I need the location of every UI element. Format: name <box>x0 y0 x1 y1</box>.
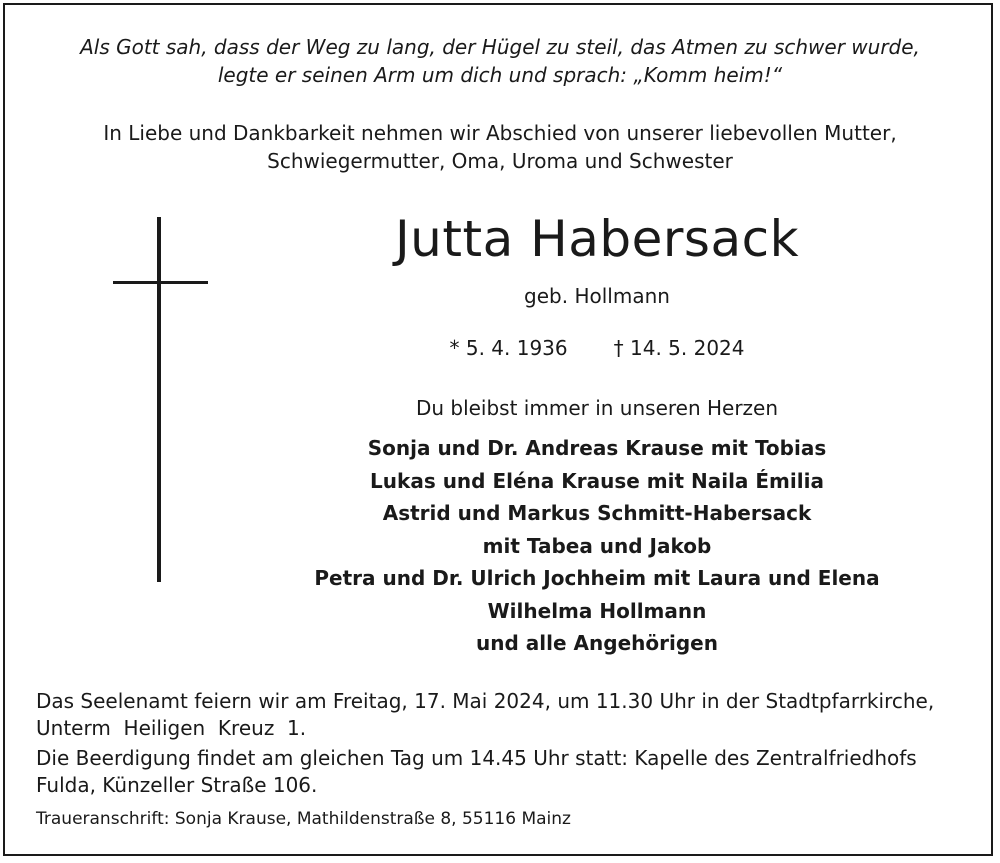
mourning-address: Traueranschrift: Sonja Krause, Mathildenstraße 8, 55116 Mainz <box>36 809 571 829</box>
family-line: mit Tabea und Jakob <box>482 533 712 558</box>
poem <box>0 33 1000 89</box>
service-line: Das Seelenamt feiern wir am Freitag, 17. Mai 2024, um 11.30 Uhr in der Stadtpfarrkirche, <box>36 689 935 713</box>
service-info <box>36 688 976 742</box>
family-line: und alle Angehörigen <box>476 631 718 655</box>
family-line: Lukas und Eléna Krause mit Naila Émilia <box>370 468 824 493</box>
intro-line: In Liebe und Dankbarkeit nehmen wir Abschied von unserer liebevollen Mutter, <box>103 121 897 145</box>
cross-icon <box>113 217 208 582</box>
motto: Du bleibst immer in unseren Herzen <box>415 396 779 420</box>
life-dates <box>297 334 897 362</box>
deceased-name: Jutta Habersack <box>394 210 800 268</box>
burial-line: Die Beerdigung findet am gleichen Tag um 14.45 Uhr statt: Kapelle des Zentralfriedhofs <box>36 746 917 770</box>
poem-line: legte er seinen Arm um dich und sprach: „Komm heim!“ <box>217 63 783 87</box>
family-line: Sonja und Dr. Andreas Krause mit Tobias <box>367 436 827 460</box>
service-line: Unterm Heiligen Kreuz 1. <box>36 716 307 740</box>
family-list <box>297 432 897 660</box>
family-line: Petra und Dr. Ulrich Jochheim mit Laura und Elena <box>314 566 880 590</box>
birth-date: * 5. 4. 1936 <box>449 336 568 360</box>
poem-line: Als Gott sah, dass der Weg zu lang, der Hügel zu steil, das Atmen zu schwer wurde, <box>80 35 920 59</box>
family-line: Wilhelma Hollmann <box>487 598 707 623</box>
family-line: Astrid und Markus Schmitt-Habersack <box>382 501 812 525</box>
death-date: † 14. 5. 2024 <box>613 336 745 360</box>
intro-text <box>0 119 1000 175</box>
birth-name: geb. Hollmann <box>524 284 670 308</box>
intro-line: Schwiegermutter, Oma, Uroma und Schwester <box>267 149 733 173</box>
burial-line: Fulda, Künzeller Straße 106. <box>36 773 318 797</box>
burial-info <box>36 745 976 799</box>
